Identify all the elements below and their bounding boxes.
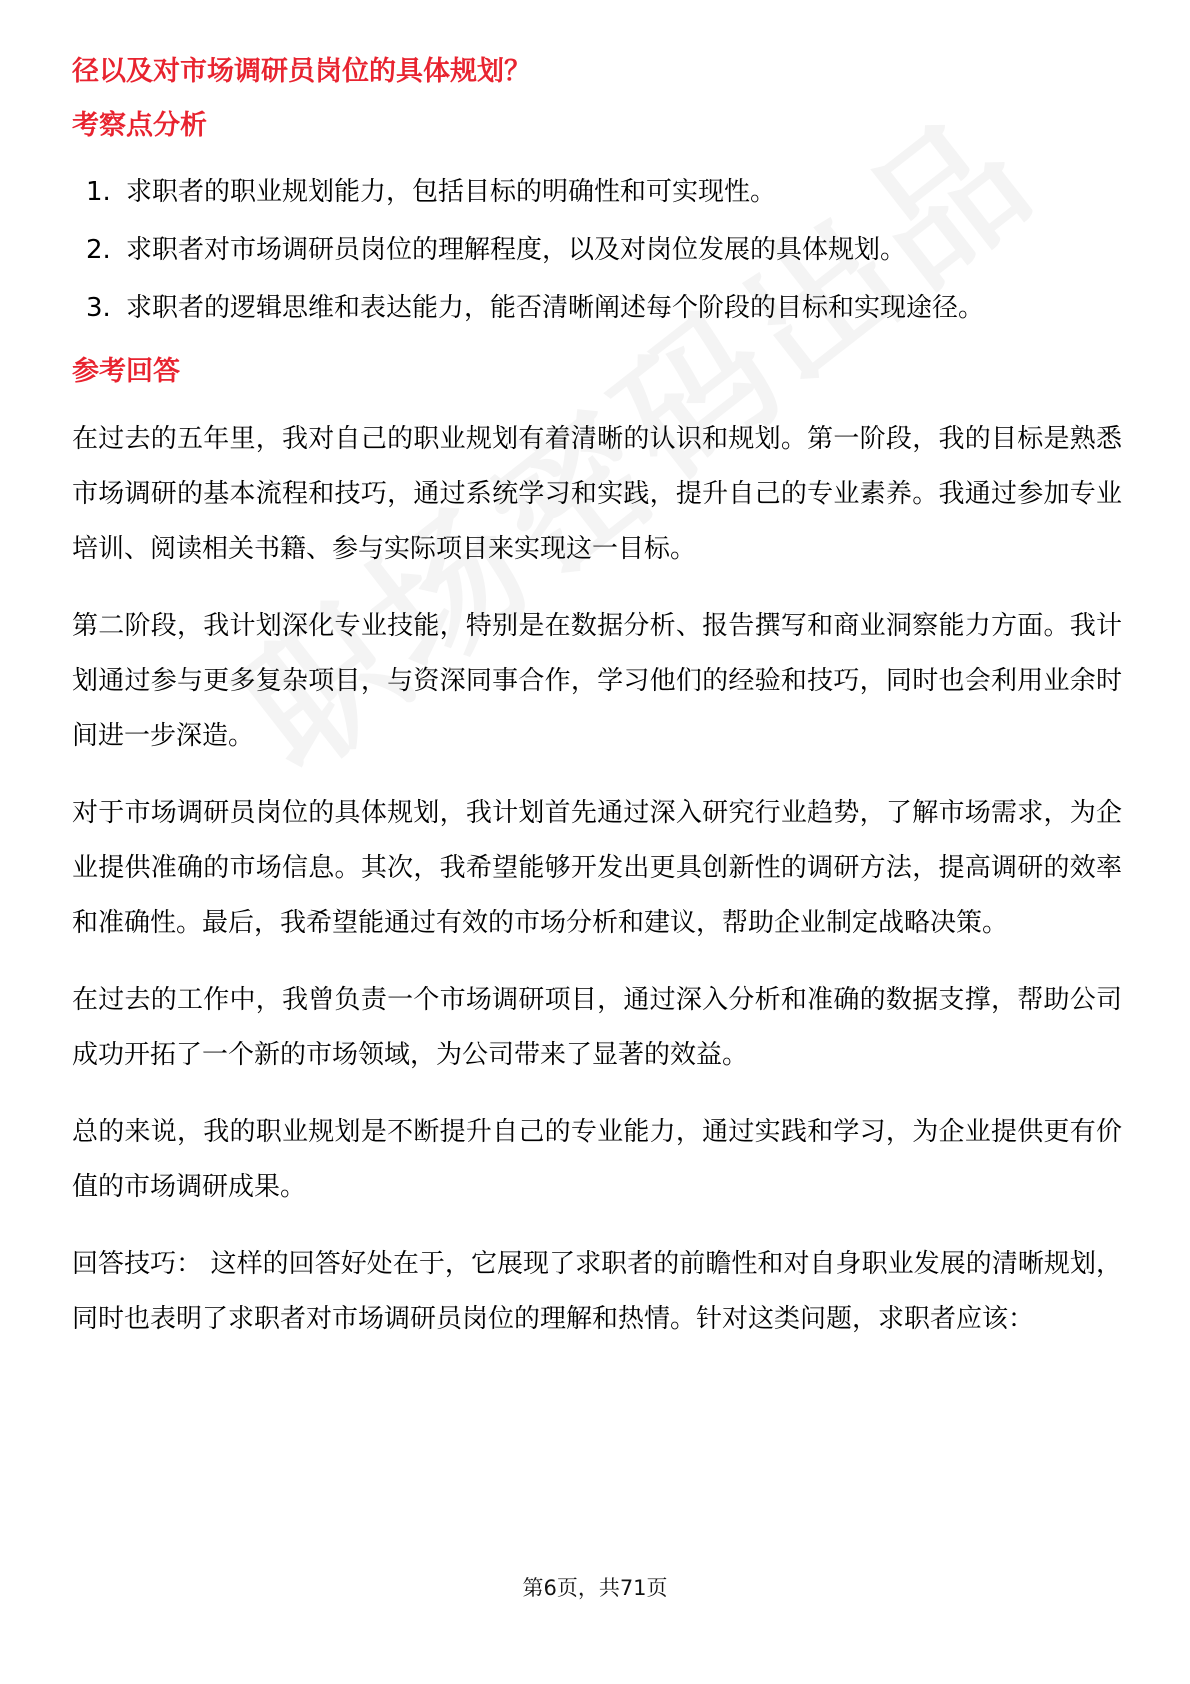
list-item (72, 230, 1122, 270)
page-content (72, 44, 1122, 1347)
analysis-list (72, 172, 1122, 328)
answer-paragraph-4: 在过去的工作中，我曾负责一个市场调研项目，通过深入分析和准确的数据支撑，帮助公司成功开拓了一个新的市场领域，为公司带来了显著的效益。 (72, 985, 1122, 1070)
list-item-text: 求职者的职业规划能力，包括目标的明确性和可实现性。 (126, 177, 777, 207)
answer-paragraph-5: 总的来说，我的职业规划是不断提升自己的专业能力，通过实践和学习，为企业提供更有价值的市场调研成果。 (72, 1117, 1122, 1202)
list-item-text: 求职者的逻辑思维和表达能力，能否清晰阐述每个阶段的目标和实现途径。 (126, 293, 985, 323)
analysis-heading: 考察点分析 (72, 110, 207, 141)
list-item-number: 1. (86, 177, 111, 207)
list-item (72, 172, 1122, 212)
answer-paragraph-3: 对于市场调研员岗位的具体规划，我计划首先通过深入研究行业趋势，了解市场需求，为企业提供准确的市场信息。其次，我希望能够开发出更具创新性的调研方法，提高调研的效率和准确性。最后，我希望能通过有效的市场分析和建议，帮助企业制定战略决策。 (72, 798, 1122, 938)
answer-paragraph-1: 在过去的五年里，我对自己的职业规划有着清晰的认识和规划。第一阶段，我的目标是熟悉市场调研的基本流程和技巧，通过系统学习和实践，提升自己的专业素养。我通过参加专业培训、阅读相关书籍、参与实际项目来实现这一目标。 (72, 424, 1122, 564)
answer-paragraph-2: 第二阶段，我计划深化专业技能，特别是在数据分析、报告撰写和商业洞察能力方面。我计划通过参与更多复杂项目，与资深同事合作，学习他们的经验和技巧，同时也会利用业余时间进一步深造。 (72, 611, 1122, 751)
list-item-number: 2. (86, 235, 111, 265)
list-item-text: 求职者对市场调研员岗位的理解程度，以及对岗位发展的具体规划。 (126, 235, 907, 265)
reference-heading: 参考回答 (72, 356, 180, 387)
page-number: 第6页，共71页 (522, 1576, 668, 1600)
list-item-number: 3. (86, 293, 111, 323)
question-heading: 径以及对市场调研员岗位的具体规划？ (72, 56, 531, 87)
answer-tips-paragraph: 回答技巧： 这样的回答好处在于，它展现了求职者的前瞻性和对自身职业发展的清晰规划，同时也表明了求职者对市场调研员岗位的理解和热情。针对这类问题，求职者应该： (72, 1249, 1122, 1334)
list-item (72, 288, 1122, 328)
